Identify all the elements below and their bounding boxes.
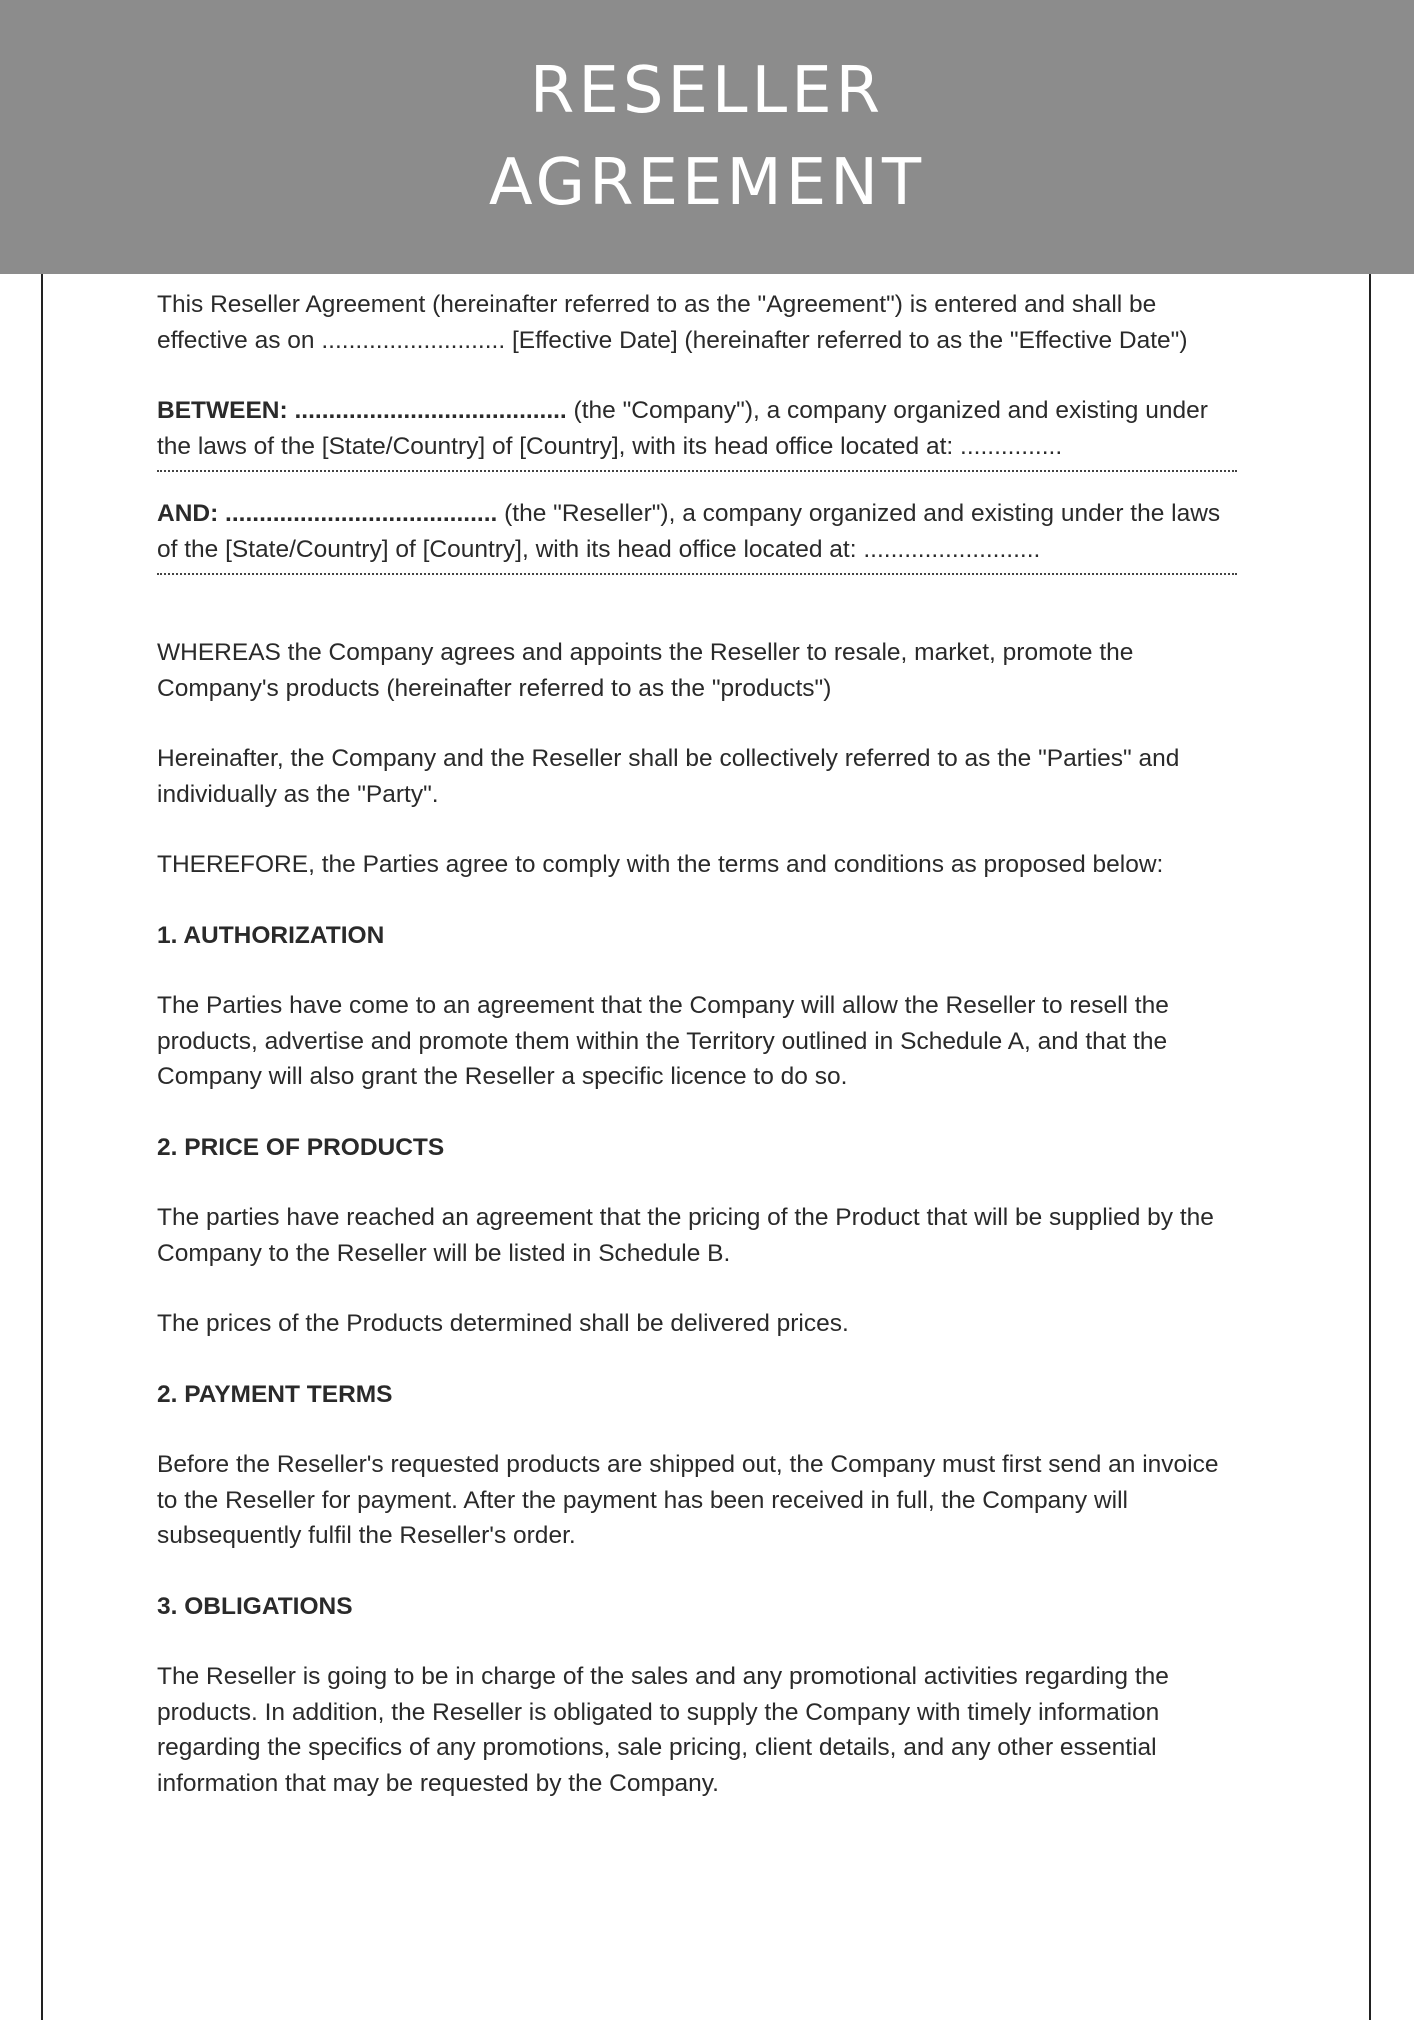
- between-label: BETWEEN: ........................................: [157, 397, 567, 424]
- intro-paragraph: This Reseller Agreement (hereinafter referred to as the "Agreement") is entered and shall be effective as on ........................... [Effective Date] (hereinafter referred to as the "Effective Date"): [157, 291, 1188, 354]
- between-paragraph: [157, 393, 1242, 464]
- section-paragraph: The Parties have come to an agreement that the Company will allow the Reseller to resell the products, advertise and promote them within the Territory outlined in Schedule A, and that the Company will also grant the Reseller a specific licence to do so.: [157, 992, 1169, 1090]
- document-body: [157, 287, 1242, 1836]
- and-address-line: [157, 559, 1237, 575]
- whereas-paragraph: WHEREAS the Company agrees and appoints the Reseller to resale, market, promote the Company's products (hereinafter referred to as the "products"): [157, 639, 1134, 702]
- and-label: AND: ........................................: [157, 500, 498, 527]
- section-heading: 3. OBLIGATIONS: [157, 1592, 353, 1620]
- title-banner: [0, 0, 1414, 274]
- therefore-paragraph: THEREFORE, the Parties agree to comply with the terms and conditions as proposed below:: [157, 851, 1164, 878]
- title-line-1: RESELLER: [529, 54, 885, 128]
- section-paragraph: The parties have reached an agreement that the pricing of the Product that will be supplied by the Company to the Reseller will be listed in Schedule B.: [157, 1204, 1214, 1267]
- section-heading: 1. AUTHORIZATION: [157, 921, 385, 949]
- between-address-line: [157, 456, 1237, 472]
- section-heading: 2. PRICE OF PRODUCTS: [157, 1133, 445, 1161]
- section-paragraph: The Reseller is going to be in charge of the sales and any promotional activities regarding the products. In addition, the Reseller is obligated to supply the Company with timely information regarding the specifics of any promotions, sale pricing, client details, and any other essential information that may be requested by the Company.: [157, 1663, 1169, 1797]
- section-paragraph: Before the Reseller's requested products are shipped out, the Company must first send an invoice to the Reseller for payment. After the payment has been received in full, the Company will subsequently fulfil the Reseller's order.: [157, 1451, 1219, 1549]
- between-text: (the "Company"), a company organized and existing under the laws of the [State/Country] of [Country], with its head office located at: ...............: [157, 397, 1208, 460]
- title-line-2: AGREEMENT: [488, 146, 926, 220]
- and-text: (the "Reseller"), a company organized and existing under the laws of the [State/Country] of [Country], with its head office located at: ..........................: [157, 500, 1221, 563]
- hereinafter-paragraph: Hereinafter, the Company and the Reseller shall be collectively referred to as the "Parties" and individually as the "Party".: [157, 745, 1180, 808]
- section-paragraph: The prices of the Products determined shall be delivered prices.: [157, 1310, 849, 1337]
- and-paragraph: [157, 496, 1242, 567]
- section-heading: 2. PAYMENT TERMS: [157, 1380, 393, 1408]
